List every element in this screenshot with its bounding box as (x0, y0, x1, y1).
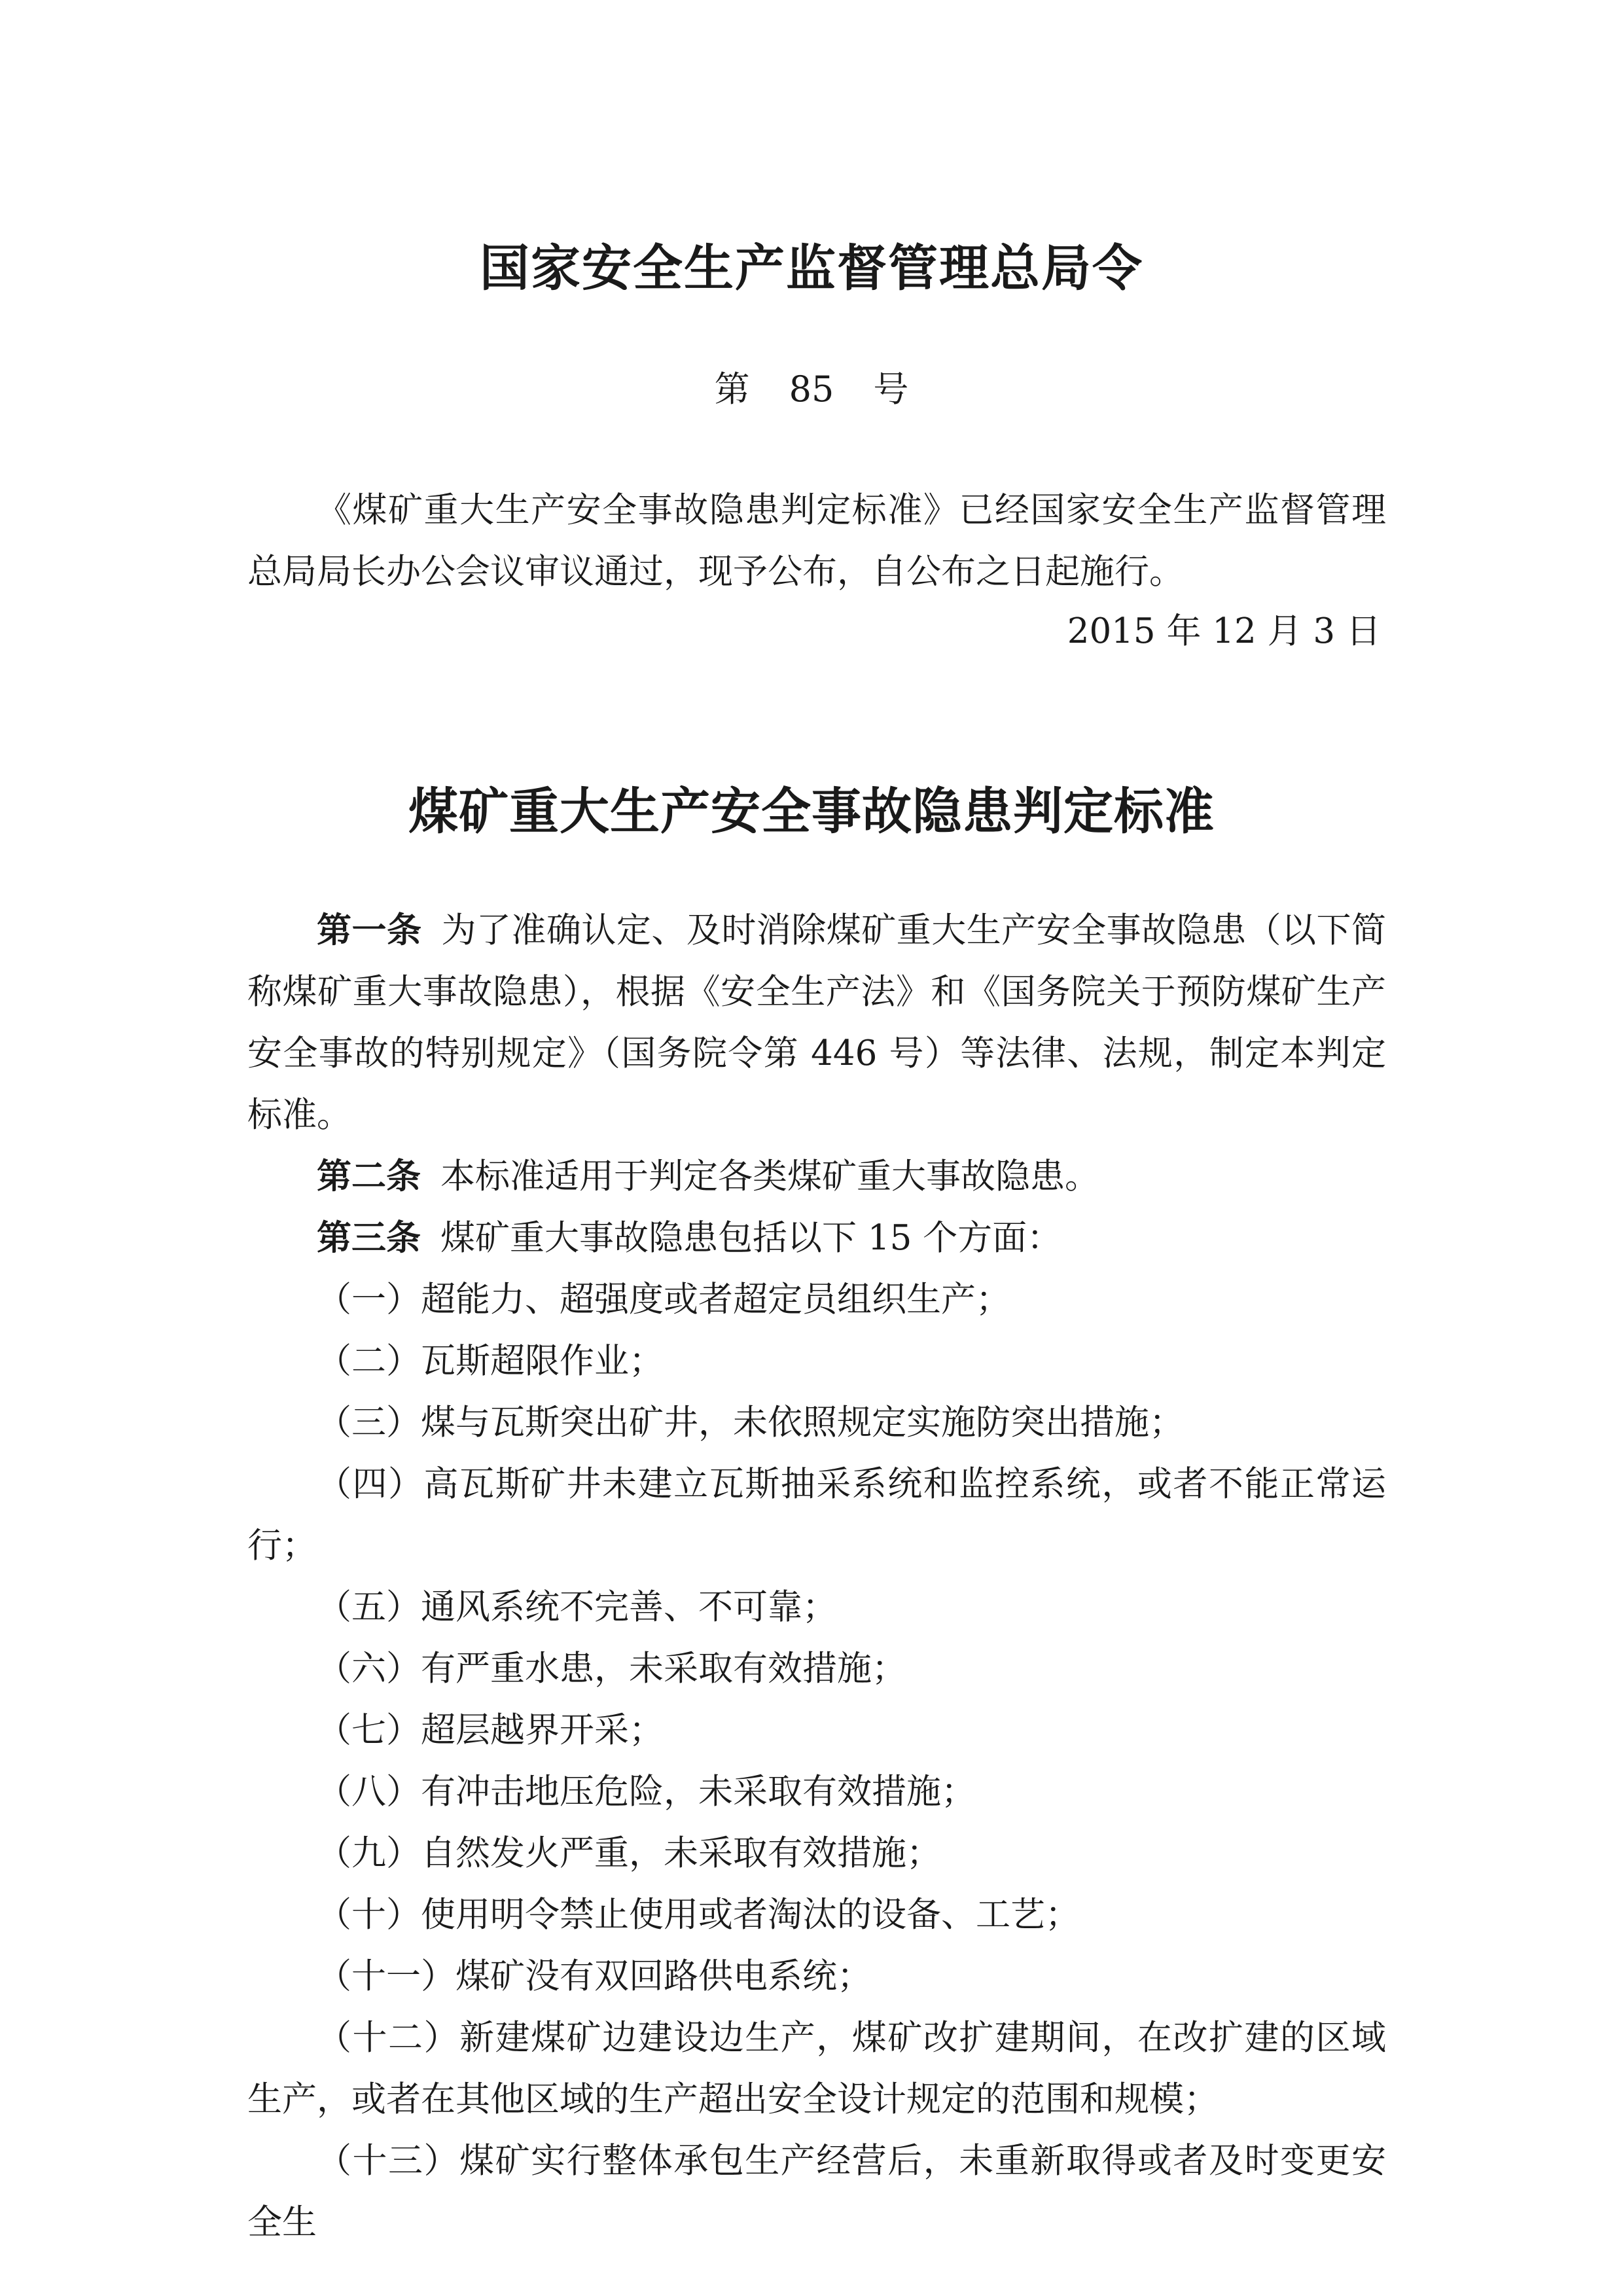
decree-number-value: 85 (789, 368, 834, 410)
list-item: （五）通风系统不完善、不可靠； (317, 1587, 837, 1627)
list-item: （八）有冲击地压危险，未采取有效措施； (317, 1772, 976, 1812)
decree-number-prefix: 第 (714, 368, 750, 410)
list-item: （十三）煤矿实行整体承包生产经营后，未重新取得或者及时变更安全生 (247, 2141, 1386, 2242)
list-item: （七）超层越界开采； (317, 1710, 664, 1750)
article-1 (247, 900, 1386, 1146)
list-item: （十）使用明令禁止使用或者淘汰的设备、工艺； (317, 1895, 1080, 1935)
article-text: 煤矿重大事故隐患包括以下 15 个方面： (440, 1218, 1062, 1258)
decree-title: 国家安全生产监督管理总局令 (480, 239, 1143, 297)
article-label: 第一条 (317, 910, 422, 950)
list-item: （四）高瓦斯矿井未建立瓦斯抽采系统和监控系统，或者不能正常运行； (247, 1464, 1386, 1566)
decree-number-suffix: 号 (873, 368, 909, 410)
article-label: 第三条 (317, 1218, 421, 1258)
list-item: （一）超能力、超强度或者超定员组织生产； (317, 1280, 1010, 1319)
decree-date: 2015 年 12 月 3 日 (1067, 611, 1381, 651)
list-item: （六）有严重水患，未采取有效措施； (317, 1649, 906, 1689)
article-text: 为了准确认定、及时消除煤矿重大生产安全事故隐患（以下简称煤矿重大事故隐患），根据《安全生产法》和《国务院关于预防煤矿生产安全事故的特别规定》（国务院令第 446 号）等法律、法规，制定本判定标准。 (247, 910, 1387, 1135)
decree-number (0, 363, 1623, 416)
list-item: （十二）新建煤矿边建设边生产，煤矿改扩建期间，在改扩建的区域生产，或者在其他区域的生产超出安全设计规定的范围和规模； (247, 2018, 1386, 2119)
standard-body (247, 900, 1386, 2253)
standard-title: 煤矿重大生产安全事故隐患判定标准 (408, 782, 1215, 840)
article-2 (247, 1146, 1386, 1208)
list-item: （三）煤与瓦斯突出矿井，未依照规定实施防突出措施； (317, 1403, 1184, 1443)
article-text: 本标准适用于判定各类煤矿重大事故隐患。 (440, 1157, 1099, 1196)
list-item: （二）瓦斯超限作业； (317, 1341, 664, 1381)
article-3 (247, 1208, 1386, 1269)
article-label: 第二条 (317, 1157, 421, 1196)
list-item: （十一）煤矿没有双回路供电系统； (317, 1956, 872, 1996)
list-item: （九）自然发火严重，未采取有效措施； (317, 1833, 941, 1873)
decree-announcement: 《煤矿重大生产安全事故隐患判定标准》已经国家安全生产监督管理总局局长办公会议审议通过，现予公布，自公布之日起施行。 (247, 490, 1386, 592)
